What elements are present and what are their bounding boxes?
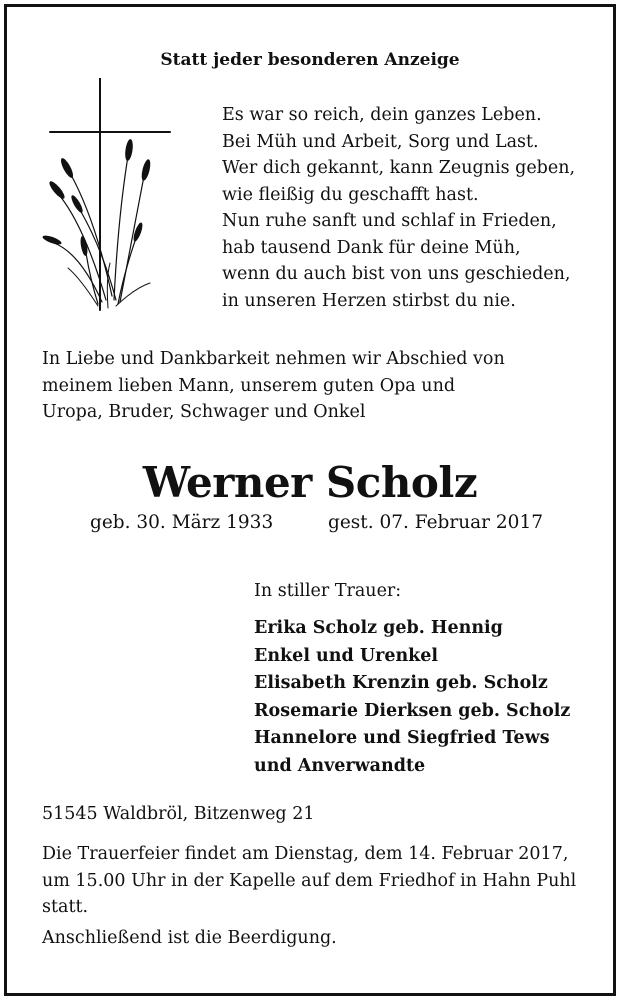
poem-line: Es war so reich, dein ganzes Leben. [222, 105, 542, 125]
mourner-name: Enkel und Urenkel [254, 645, 439, 666]
mourning-label: In stiller Trauer: [254, 581, 402, 601]
mourner-name: Rosemarie Dierksen geb. Scholz [254, 700, 571, 721]
poem-line: Wer dich gekannt, kann Zeugnis geben, [222, 158, 576, 178]
intro-line: meinem lieben Mann, unserem guten Opa und [42, 375, 456, 396]
address: 51545 Waldbröl, Bitzenweg 21 [42, 804, 315, 824]
burial-info: Anschließend ist die Beerdigung. [42, 928, 337, 948]
intro-line: Uropa, Bruder, Schwager und Onkel [42, 402, 366, 422]
poem-line: wie fleißig du geschafft hast. [222, 184, 479, 205]
poem-line: Nun ruhe sanft und schlaf in Frieden, [222, 211, 557, 231]
birth-date: geb. 30. März 1933 [90, 512, 274, 533]
cross-with-wheat-icon [40, 78, 180, 318]
service-line: um 15.00 Uhr in der Kapelle auf dem Friedhof in Hahn Puhl [42, 870, 577, 891]
mourner-name: Erika Scholz geb. Hennig [254, 618, 503, 638]
deceased-name: Werner Scholz [142, 458, 478, 507]
notice-header: Statt jeder besonderen Anzeige [160, 50, 460, 70]
poem-line: in unseren Herzen stirbst du nie. [222, 290, 516, 311]
poem [222, 102, 575, 314]
service-info [42, 841, 576, 921]
service-line: Die Trauerfeier findet am Dienstag, dem 14. Februar 2017, [42, 844, 569, 864]
mourner-name: Hannelore und Siegfried Tews [254, 728, 550, 748]
poem-line: Bei Müh und Arbeit, Sorg und Last. [222, 131, 539, 152]
service-line: statt. [42, 897, 89, 917]
death-date: gest. 07. Februar 2017 [328, 512, 543, 533]
poem-line: wenn du auch bist von uns geschieden, [222, 264, 571, 284]
poem-line: hab tausend Dank für deine Müh, [222, 237, 521, 258]
mourner-name: Elisabeth Krenzin geb. Scholz [254, 673, 548, 693]
mourner-name: und Anverwandte [254, 755, 426, 776]
intro-text [42, 346, 505, 426]
mourners-list [254, 615, 570, 780]
intro-line: In Liebe und Dankbarkeit nehmen wir Abschied von [42, 349, 505, 369]
